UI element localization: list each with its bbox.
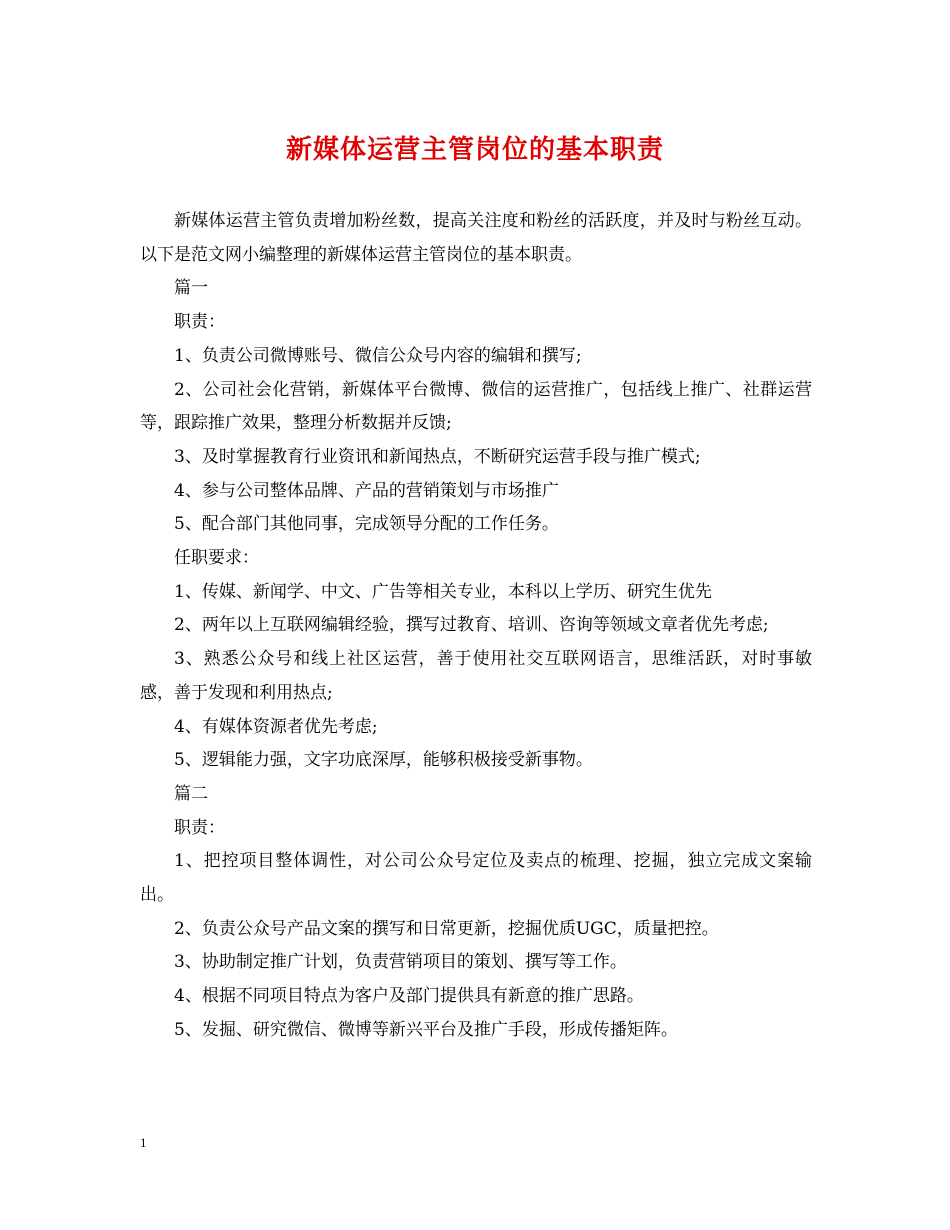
duty-item: 3、及时掌握教育行业资讯和新闻热点，不断研究运营手段与推广模式; — [174, 446, 701, 467]
requirements-heading: 任职要求： — [174, 548, 259, 569]
duty-item: 4、根据不同项目特点为客户及部门提供具有新意的推广思路。 — [174, 986, 644, 1007]
duty-item: 3、协助制定推广计划，负责营销项目的策划、撰写等工作。 — [174, 952, 627, 973]
requirement-item: 4、有媒体资源者优先考虑; — [174, 716, 378, 737]
page-number: 1 — [140, 1135, 147, 1150]
requirement-item: 1、传媒、新闻学、中文、广告等相关专业，本科以上学历、研究生优先 — [174, 581, 712, 602]
section-heading-part-one: 篇一 — [174, 278, 208, 299]
section-heading-part-two: 篇二 — [174, 783, 208, 804]
duty-item: 2、公司社会化营销，新媒体平台微博、微信的运营推广，包括线上推广、社群运营等，跟踪推广效果，整理分析数据并反馈; — [140, 379, 812, 434]
document-body — [140, 205, 812, 1048]
duty-item: 4、参与公司整体品牌、产品的营销策划与市场推广 — [174, 480, 559, 501]
duty-item: 1、负责公司微博账号、微信公众号内容的编辑和撰写; — [174, 345, 582, 366]
duty-item: 1、把控项目整体调性，对公司公众号定位及卖点的梳理、挖掘，独立完成文案输出。 — [140, 851, 812, 906]
requirement-item: 3、熟悉公众号和线上社区运营，善于使用社交互联网语言，思维活跃，对时事敏感，善于发现和利用热点; — [140, 649, 812, 703]
duty-item: 5、配合部门其他同事，完成领导分配的工作任务。 — [174, 514, 559, 535]
duties-heading: 职责： — [174, 817, 225, 838]
requirement-item: 5、逻辑能力强，文字功底深厚，能够积极接受新事物。 — [174, 750, 593, 771]
duty-item: 2、负责公众号产品文案的撰写和日常更新，挖掘优质UGC，质量把控。 — [174, 918, 719, 939]
document-title: 新媒体运营主管岗位的基本职责 — [285, 135, 664, 165]
requirement-item: 2、两年以上互联网编辑经验，撰写过教育、培训、咨询等领域文章者优先考虑; — [174, 615, 769, 636]
duties-heading: 职责： — [174, 312, 225, 333]
intro-paragraph: 新媒体运营主管负责增加粉丝数，提高关注度和粉丝的活跃度，并及时与粉丝互动。以下是范文网小编整理的新媒体运营主管岗位的基本职责。 — [140, 211, 812, 265]
duty-item: 5、发掘、研究微信、微博等新兴平台及推广手段，形成传播矩阵。 — [174, 1019, 678, 1040]
